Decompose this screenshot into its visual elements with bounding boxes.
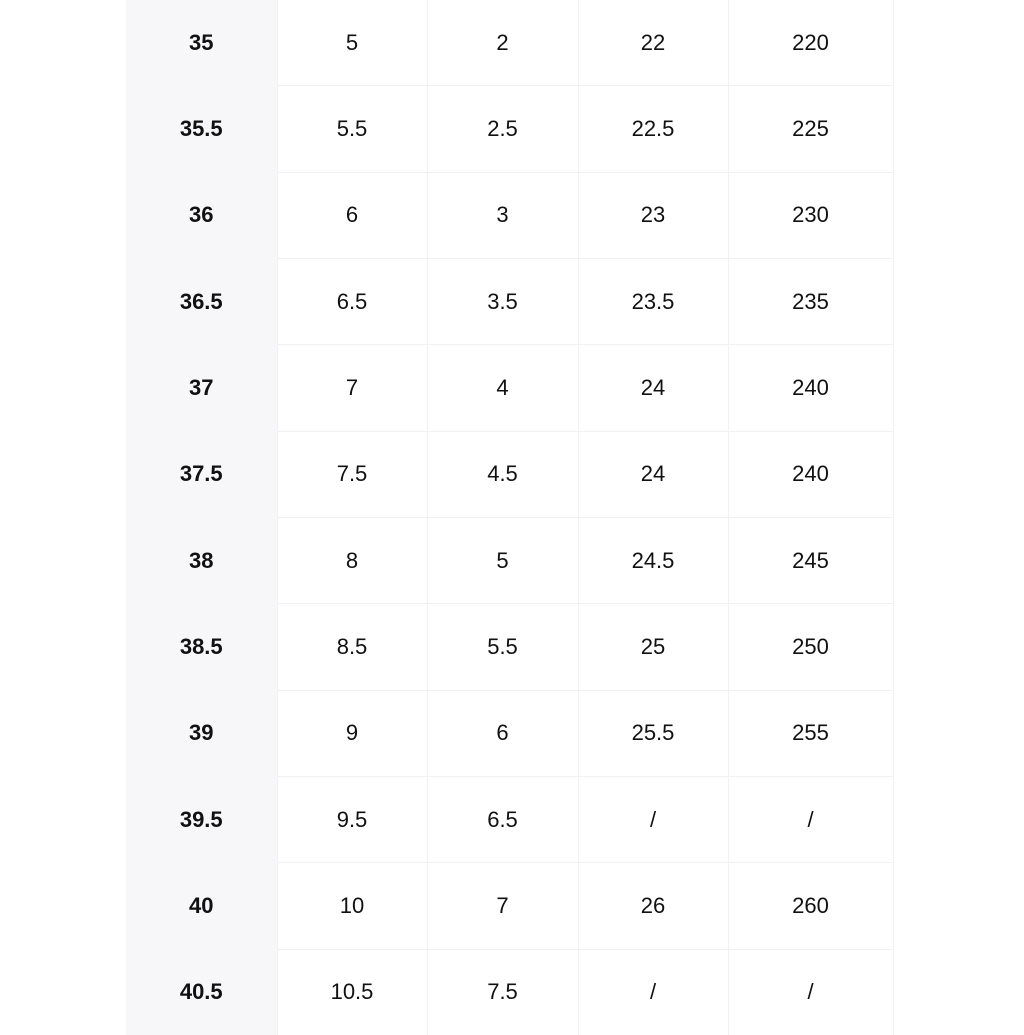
table-cell: 39 (126, 690, 277, 776)
table-cell: 23 (578, 172, 728, 258)
table-cell: 7 (277, 345, 427, 431)
table-cell: 10 (277, 863, 427, 949)
table-row (126, 86, 893, 172)
table-row (126, 431, 893, 517)
table-cell: 10.5 (277, 949, 427, 1035)
table-cell: / (578, 949, 728, 1035)
table-cell: 24 (578, 431, 728, 517)
table-cell: 6 (427, 690, 578, 776)
table-cell: 2 (427, 0, 578, 86)
table-cell: 8.5 (277, 604, 427, 690)
table-cell: 40 (126, 863, 277, 949)
table-cell: 3.5 (427, 258, 578, 344)
table-cell: / (578, 776, 728, 862)
table-cell: 240 (728, 345, 893, 431)
table-row (126, 604, 893, 690)
table-cell: 5.5 (427, 604, 578, 690)
table-cell: 3 (427, 172, 578, 258)
table-cell: 24.5 (578, 517, 728, 603)
table-cell: 25 (578, 604, 728, 690)
table-cell: 37.5 (126, 431, 277, 517)
table-row (126, 172, 893, 258)
table-cell: 7.5 (427, 949, 578, 1035)
size-chart-table (126, 0, 894, 1035)
table-cell: 6.5 (427, 776, 578, 862)
table-cell: 25.5 (578, 690, 728, 776)
table-cell: 5 (277, 0, 427, 86)
table-cell: 37 (126, 345, 277, 431)
table-cell: 38.5 (126, 604, 277, 690)
table-cell: 7.5 (277, 431, 427, 517)
table-cell: 36 (126, 172, 277, 258)
table-cell: 8 (277, 517, 427, 603)
table-cell: 235 (728, 258, 893, 344)
table-cell: 22 (578, 0, 728, 86)
table-cell: 245 (728, 517, 893, 603)
table-cell: 23.5 (578, 258, 728, 344)
table-cell: 5 (427, 517, 578, 603)
table-row (126, 690, 893, 776)
table-cell: 220 (728, 0, 893, 86)
table-cell: 35.5 (126, 86, 277, 172)
table-cell: 240 (728, 431, 893, 517)
table-cell: 40.5 (126, 949, 277, 1035)
table-cell: 4.5 (427, 431, 578, 517)
table-row (126, 258, 893, 344)
table-cell: 2.5 (427, 86, 578, 172)
table-cell: 6 (277, 172, 427, 258)
table-row (126, 0, 893, 86)
table-cell: 255 (728, 690, 893, 776)
table-row (126, 949, 893, 1035)
table-cell: 35 (126, 0, 277, 86)
table-row (126, 345, 893, 431)
table-cell: 225 (728, 86, 893, 172)
table-cell: 9.5 (277, 776, 427, 862)
table-cell: 39.5 (126, 776, 277, 862)
table-cell: 260 (728, 863, 893, 949)
table-cell: 7 (427, 863, 578, 949)
table-cell: 36.5 (126, 258, 277, 344)
table-cell: 24 (578, 345, 728, 431)
table-cell: 230 (728, 172, 893, 258)
table-cell: 26 (578, 863, 728, 949)
table-cell: 250 (728, 604, 893, 690)
table-cell: / (728, 949, 893, 1035)
table-row (126, 776, 893, 862)
table-row (126, 863, 893, 949)
table-cell: 38 (126, 517, 277, 603)
table-cell: 5.5 (277, 86, 427, 172)
table-row (126, 517, 893, 603)
table-cell: 4 (427, 345, 578, 431)
table-cell: 22.5 (578, 86, 728, 172)
table-cell: 6.5 (277, 258, 427, 344)
table-cell: / (728, 776, 893, 862)
table-cell: 9 (277, 690, 427, 776)
